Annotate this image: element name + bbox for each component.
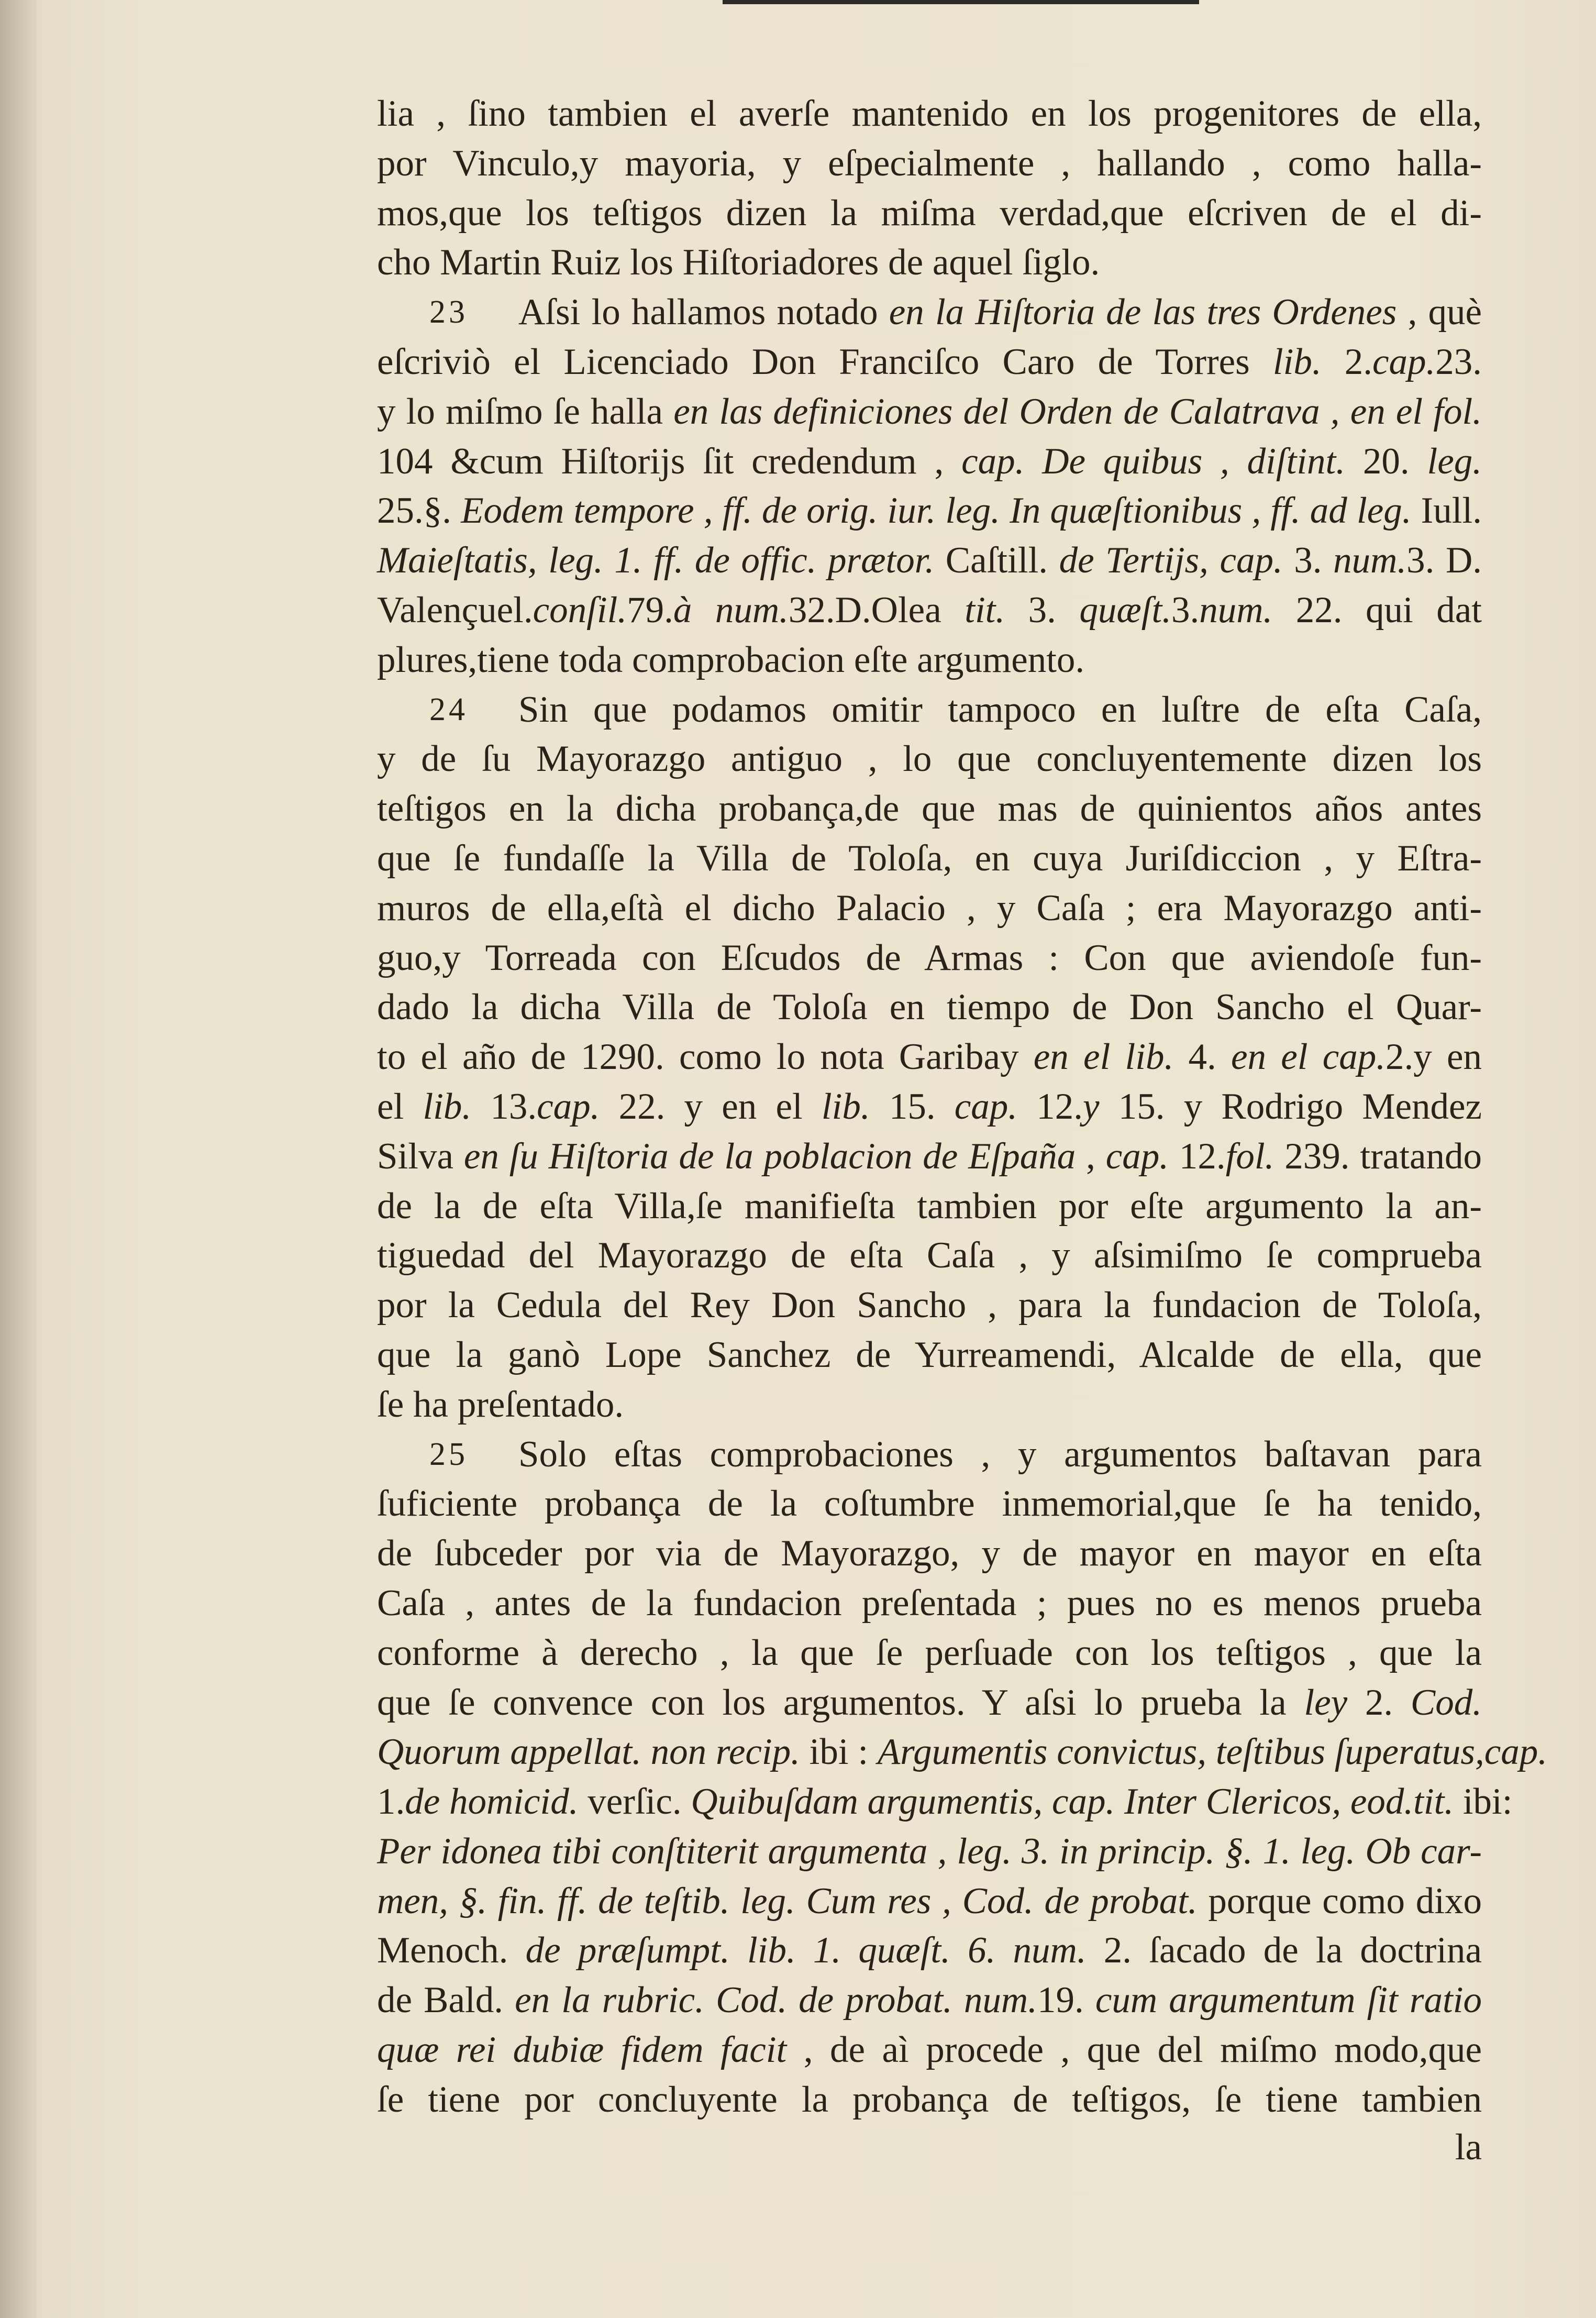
- text-segment: 3.: [1282, 540, 1334, 581]
- text-segment: ,: [1076, 1135, 1106, 1177]
- text-segment: por la Cedula del Rey Don Sancho , para la fundacion de Toloſa,: [377, 1285, 1482, 1326]
- text-line: [377, 1777, 1513, 1827]
- italic-citation: Cod.: [1410, 1682, 1482, 1723]
- text-segment: Caſtill.: [934, 540, 1059, 581]
- text-segment: mos,que los teſtigos dizen la miſma verdad,que eſcriven de el di-: [377, 192, 1482, 234]
- text-segment: 12.: [1169, 1135, 1226, 1177]
- text-segment: 79.: [627, 589, 673, 631]
- text-segment: 25.§.: [377, 490, 461, 532]
- text-segment: 15.: [870, 1086, 955, 1127]
- text-line: [377, 1727, 1547, 1777]
- text-segment: 15. y Rodrigo Mendez: [1099, 1086, 1482, 1127]
- italic-citation: lib.: [821, 1086, 870, 1127]
- italic-citation: quæ rei dubiæ fidem facit: [377, 2029, 787, 2071]
- text-line: [377, 238, 1482, 288]
- text-segment: Iull.: [1411, 490, 1482, 532]
- text-segment: verſic.: [578, 1781, 691, 1823]
- text-line: [377, 1430, 1482, 1480]
- italic-citation: cap. De quibus , diſtint.: [961, 440, 1346, 482]
- text-segment: 4.: [1173, 1036, 1231, 1078]
- italic-citation: en la rubric. Cod. de probat. num.: [515, 1980, 1037, 2021]
- text-line: [377, 1827, 1482, 1877]
- italic-citation: num.: [1333, 540, 1407, 581]
- italic-citation: lib.: [423, 1086, 472, 1127]
- text-line: [377, 685, 1482, 735]
- text-segment: 22. qui dat: [1272, 589, 1482, 631]
- text-segment: 19.: [1037, 1980, 1095, 2021]
- text-segment: de la de eſta Villa,ſe manifieſta tambien por eſte argumento la an-: [377, 1185, 1482, 1227]
- text-segment: y lo miſmo ſe halla: [377, 391, 674, 432]
- text-line: [377, 734, 1482, 784]
- catchword: la: [1455, 2127, 1482, 2168]
- text-line: [377, 437, 1482, 487]
- text-line: [377, 1330, 1482, 1380]
- text-line: [377, 586, 1482, 635]
- text-segment: por Vinculo,y mayoria, y eſpecialmente , hallando , como halla-: [377, 142, 1482, 184]
- text-line: [377, 1628, 1482, 1678]
- text-segment: que ſe fundaſſe la Villa de Toloſa, en cuya Juriſdiccion , y Eſtra-: [377, 837, 1482, 879]
- text-segment: 239. tratando: [1274, 1135, 1482, 1177]
- italic-citation: ley: [1304, 1682, 1348, 1723]
- text-line: [377, 1529, 1482, 1579]
- text-line: [377, 1479, 1482, 1529]
- text-segment: el: [377, 1086, 423, 1127]
- text-segment: 2.y en: [1385, 1036, 1482, 1078]
- text-segment: , de aì procede , que del miſmo modo,que: [786, 2029, 1482, 2071]
- text-line: [377, 139, 1482, 189]
- italic-citation: fol.: [1225, 1135, 1274, 1177]
- text-segment: 1.: [377, 1781, 405, 1823]
- italic-citation: en las definiciones del Orden de Calatrava , en el fol.: [673, 391, 1482, 432]
- text-line: [377, 1281, 1482, 1330]
- text-line: [377, 337, 1482, 387]
- text-segment: Menoch.: [377, 1930, 526, 1971]
- text-line: [377, 536, 1482, 586]
- text-segment: to el año de 1290. como lo nota Garibay: [377, 1036, 1034, 1078]
- italic-citation: Quorum appellat. non recip.: [377, 1731, 800, 1773]
- italic-citation: cap.: [954, 1086, 1018, 1127]
- text-line: [377, 834, 1482, 884]
- text-line: [377, 1132, 1482, 1182]
- text-segment: Caſa , antes de la fundacion preſentada ; pues no es menos prueba: [377, 1582, 1482, 1624]
- text-segment: 13.: [471, 1086, 537, 1127]
- text-segment: porque como dixo: [1197, 1880, 1482, 1922]
- top-binding-band: [723, 0, 1199, 4]
- text-segment: cho Martin Ruiz los Hiſtoriadores de aquel ſiglo.: [377, 242, 1100, 283]
- text-segment: muros de ella,eſtà el dicho Palacio , y Caſa ; era Mayorazgo anti-: [377, 887, 1482, 929]
- text-segment: tiguedad del Mayorazgo de eſta Caſa , y aſsimiſmo ſe comprueba: [377, 1235, 1482, 1276]
- text-line: [377, 1926, 1482, 1975]
- text-segment: y de ſu Mayorazgo antiguo , lo que concluyentemente dizen los: [377, 738, 1482, 780]
- text-line: [377, 1032, 1482, 1082]
- italic-citation: en la Hiſtoria de las tres Ordenes: [889, 292, 1397, 333]
- text-segment: ſe tiene por concluyente la probança de teſtigos, ſe tiene tambien: [377, 2079, 1482, 2120]
- italic-citation: conſil.: [533, 589, 627, 631]
- text-line: [377, 2025, 1482, 2075]
- italic-citation: leg.: [1427, 440, 1482, 482]
- text-segment: Valençuel.: [377, 589, 533, 631]
- italic-citation: en el lib.: [1033, 1036, 1174, 1078]
- italic-citation: à num.: [673, 589, 789, 631]
- text-segment: 3.: [1005, 589, 1080, 631]
- text-segment: Sin que podamos omitir tampoco en luſtre de eſta Caſa,: [518, 689, 1482, 730]
- text-line: [377, 387, 1482, 437]
- text-line: [377, 983, 1482, 1032]
- text-segment: 104 &cum Hiſtorijs ſit credendum ,: [377, 440, 962, 482]
- text-line: [377, 933, 1482, 983]
- text-line: [377, 189, 1482, 238]
- text-segment: lia , ſino tambien el averſe mantenido en los progenitores de ella,: [377, 93, 1482, 134]
- text-line: [377, 635, 1482, 685]
- italic-citation: Per idonea tibi conſtiterit argumenta , leg. 3. in princip. §. 1. leg. Ob car-: [377, 1830, 1482, 1872]
- text-segment: de Bald.: [377, 1980, 515, 2021]
- italic-citation: Argumentis convictus, teſtibus ſuperatus,cap.: [877, 1731, 1547, 1773]
- text-line: [377, 1877, 1482, 1926]
- italic-citation: cap.: [1372, 341, 1436, 382]
- italic-citation: lib.: [1272, 341, 1322, 382]
- paragraph-number: 23: [429, 294, 468, 330]
- text-segment: eſcriviò el Licenciado Don Franciſco Caro de Torres: [377, 341, 1273, 382]
- italic-citation: Eodem tempore , ff. de orig. iur. leg. In quæſtionibus , ff. ad leg.: [461, 490, 1412, 532]
- text-segment: 20.: [1345, 440, 1427, 482]
- italic-citation: en ſu Hiſtoria de la poblacion de Eſpaña: [463, 1135, 1076, 1177]
- italic-citation: de homicid.: [405, 1781, 579, 1823]
- text-line: [377, 1182, 1482, 1231]
- page-edge-shadow: [0, 0, 37, 2318]
- text-segment: Aſsi lo hallamos notado: [518, 292, 889, 333]
- text-segment: ibi :: [800, 1731, 878, 1773]
- document-body: [377, 89, 1547, 2125]
- text-line: [377, 2075, 1482, 2125]
- text-line: [377, 1231, 1482, 1281]
- text-segment: 3.: [1171, 589, 1200, 631]
- text-segment: 3. D.: [1406, 540, 1482, 581]
- text-line: [377, 884, 1482, 933]
- text-segment: ſe ha preſentado.: [377, 1384, 624, 1425]
- italic-citation: quæſt.: [1079, 589, 1171, 631]
- paragraph-number: 24: [429, 691, 468, 727]
- text-segment: 2. ſacado de la doctrina: [1086, 1930, 1482, 1971]
- text-line: [377, 784, 1482, 834]
- text-line: [377, 1579, 1482, 1628]
- italic-citation: y: [1083, 1086, 1100, 1127]
- text-segment: de ſubceder por via de Mayorazgo, y de mayor en mayor en eſta: [377, 1533, 1482, 1574]
- text-line: [377, 486, 1482, 536]
- text-segment: guo,y Torreada con Eſcudos de Armas : Con que aviendoſe fun-: [377, 937, 1482, 978]
- text-segment: 12.: [1017, 1086, 1083, 1127]
- italic-citation: cap.: [537, 1086, 600, 1127]
- text-segment: dado la dicha Villa de Toloſa en tiempo de Don Sancho el Quar-: [377, 987, 1482, 1028]
- text-segment: ibi:: [1454, 1781, 1513, 1823]
- text-line: [377, 1975, 1482, 2025]
- text-line: [377, 288, 1482, 337]
- italic-citation: en el cap.: [1231, 1036, 1386, 1078]
- text-segment: conforme à derecho , la que ſe perſuade con los teſtigos , que la: [377, 1632, 1482, 1673]
- text-segment: 32.D.Olea: [788, 589, 965, 631]
- text-line: [377, 1678, 1482, 1728]
- text-line: [377, 1082, 1482, 1132]
- text-segment: Solo eſtas comprobaciones , y argumentos baſtavan para: [518, 1433, 1482, 1475]
- italic-citation: de Tertijs, cap.: [1059, 540, 1283, 581]
- text-segment: 23.: [1435, 341, 1482, 382]
- paragraph-number: 25: [429, 1436, 468, 1472]
- italic-citation: Quibuſdam argumentis, cap. Inter Clericos, eod.tit.: [691, 1781, 1454, 1823]
- text-segment: , què: [1396, 292, 1482, 333]
- text-segment: ſuficiente probança de la coſtumbre inmemorial,que ſe ha tenido,: [377, 1483, 1482, 1525]
- italic-citation: de præſumpt. lib. 1. quæſt. 6. num.: [525, 1930, 1087, 1971]
- italic-citation: cum argumentum ſit ratio: [1095, 1980, 1482, 2021]
- text-segment: 2.: [1321, 341, 1372, 382]
- text-segment: que la ganò Lope Sanchez de Yurreamendi, Alcalde de ella, que: [377, 1334, 1482, 1375]
- text-segment: Silva: [377, 1135, 464, 1177]
- text-line: [377, 1380, 1482, 1430]
- text-segment: plures,tiene toda comprobacion eſte argumento.: [377, 639, 1085, 680]
- italic-citation: num.: [1199, 589, 1273, 631]
- text-line: [377, 89, 1482, 139]
- text-segment: que ſe convence con los argumentos. Y aſsi lo prueba la: [377, 1682, 1304, 1723]
- text-segment: 2.: [1347, 1682, 1411, 1723]
- italic-citation: men, §. fin. ff. de teſtib. leg. Cum res , Cod. de probat.: [377, 1880, 1198, 1922]
- italic-citation: cap.: [1105, 1135, 1169, 1177]
- text-segment: teſtigos en la dicha probança,de que mas de quinientos años antes: [377, 788, 1482, 830]
- text-segment: 22. y en el: [600, 1086, 822, 1127]
- italic-citation: Maieſtatis, leg. 1. ff. de offic. prætor.: [377, 540, 935, 581]
- italic-citation: tit.: [965, 589, 1005, 631]
